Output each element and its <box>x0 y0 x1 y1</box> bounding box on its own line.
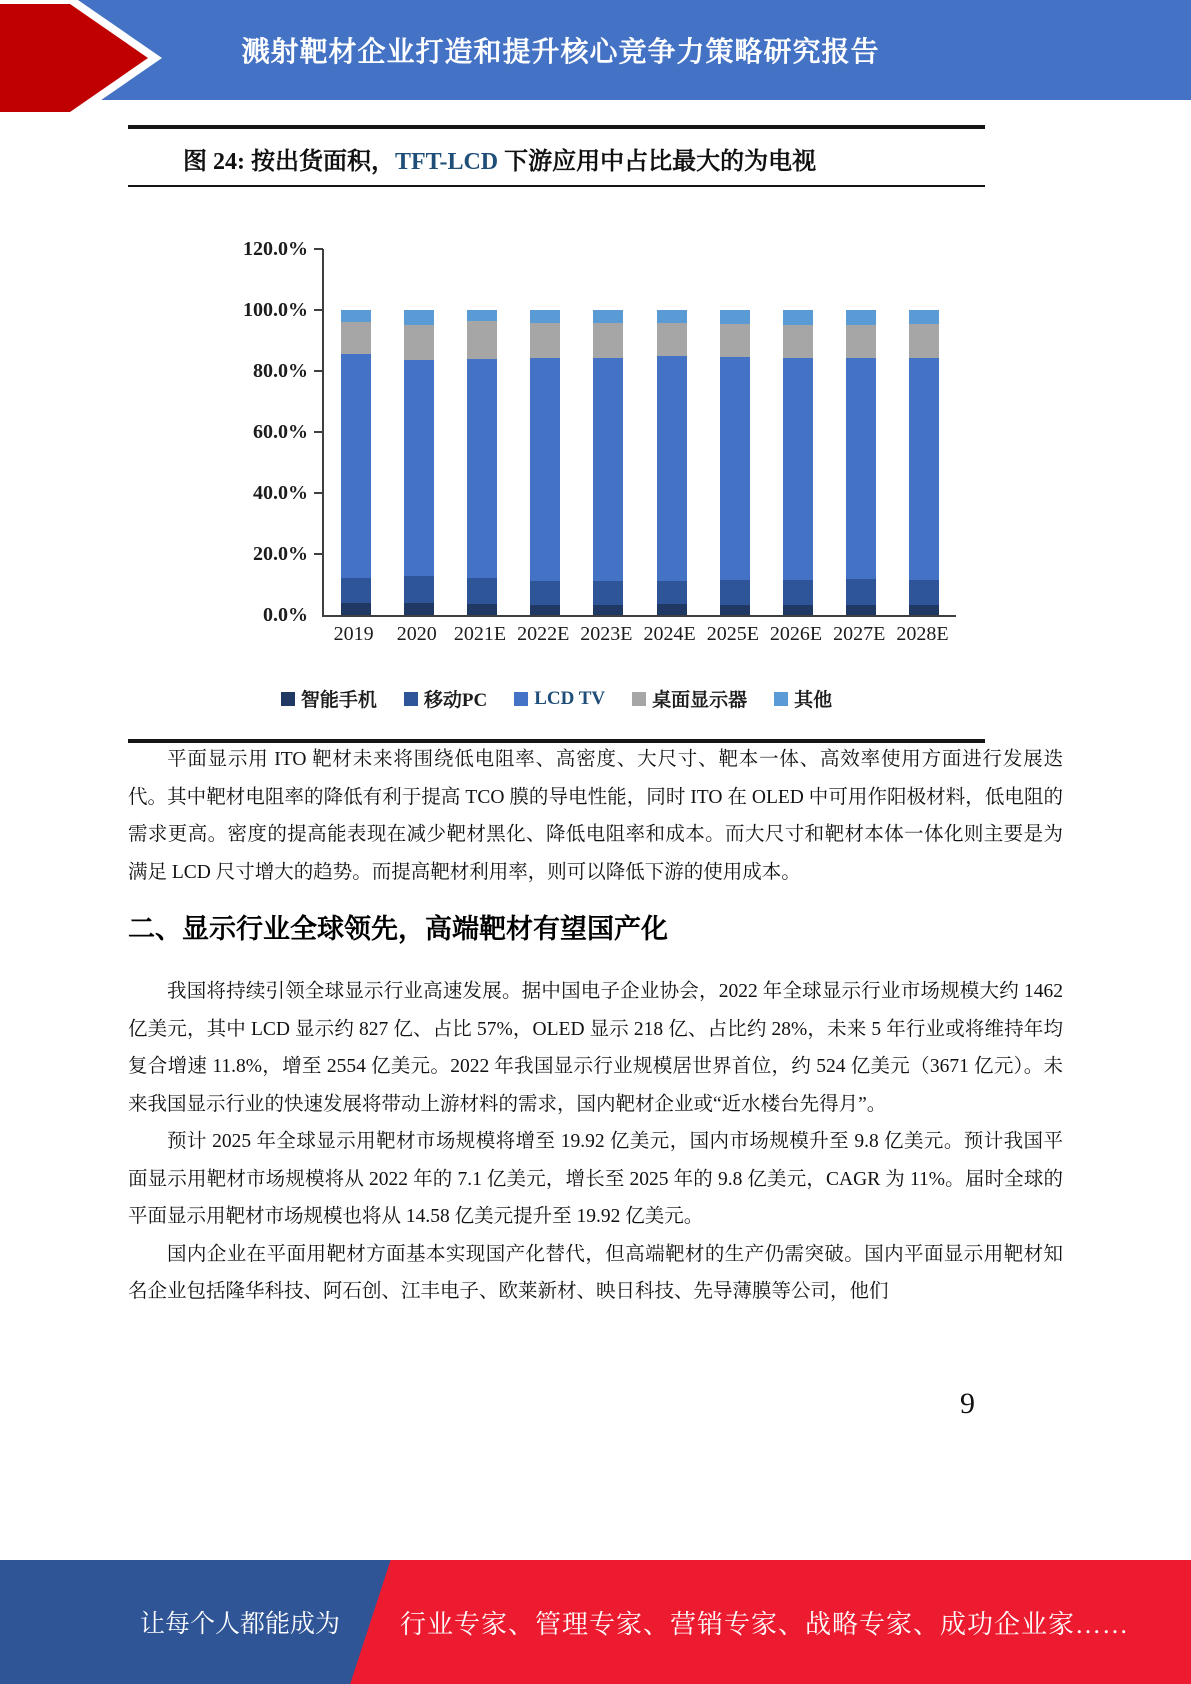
bar-segment <box>783 358 813 580</box>
bar-segment <box>593 310 623 323</box>
y-tick-label: 60.0% <box>253 421 308 443</box>
legend-swatch-icon <box>774 692 788 706</box>
bar-segment <box>593 581 623 605</box>
stacked-bar-2020 <box>404 310 434 615</box>
y-tick-mark <box>314 492 323 494</box>
y-tick-label: 100.0% <box>243 299 308 321</box>
paragraph-ito-trends: 平面显示用 ITO 靶材未来将围绕低电阻率、高密度、大尺寸、靶本一体、高效率使用方面进行发展迭代。其中靶材电阻率的降低有利于提高 TCO 膜的导电性能，同时 ITO 在 OLED 中可用作阳极材料，低电阻的需求更高。密度的提高能表现在减少靶材黑化、降低电阻率和成本。而大尺寸和靶材本体一体化则主要是为满足 LCD 尺寸增大的趋势。而提高靶材利用率，则可以降低下游的使用成本。 <box>128 749 1063 883</box>
bar-segment <box>530 605 560 615</box>
bar-segment <box>404 603 434 616</box>
bar-segment <box>467 310 497 321</box>
bar-segment <box>720 310 750 324</box>
report-title: 溅射靶材企业打造和提升核心竞争力策略研究报告 <box>241 36 880 67</box>
x-tick-label: 2019 <box>333 623 374 645</box>
stacked-bar-2028E <box>909 310 939 615</box>
stacked-bar-chart <box>128 187 985 739</box>
bar-segment <box>909 324 939 357</box>
legend-item <box>774 685 832 712</box>
section-heading: 二、显示行业全球领先，高端靶材有望国产化 <box>128 914 668 944</box>
bar-segment <box>341 322 371 354</box>
stacked-bar-2026E <box>783 310 813 615</box>
bar-segment <box>720 580 750 605</box>
y-tick-label: 40.0% <box>253 482 308 504</box>
bar-segment <box>846 325 876 358</box>
bar-segment <box>909 358 939 580</box>
legend-label: 其他 <box>794 690 833 711</box>
bar-segment <box>720 324 750 357</box>
x-tick-label: 2022E <box>517 623 570 645</box>
paragraph-display-industry: 我国将持续引领全球显示行业高速发展。据中国电子企业协会，2022 年全球显示行业市场规模大约 1462 亿美元，其中 LCD 显示约 827 亿、占比 57%，OLED 显示 218 亿、占比约 28%，未来 5 年行业或将维持年均复合增速 11.8%，增至 2554 亿美元。2022 年我国显示行业规模居世界首位，约 524 亿美元（3671 亿元）。未来我国显示行业的快速发展将带动上游材料的需求，国内靶材企业或“近水楼台先得月”。 <box>128 981 1063 1115</box>
bar-segment <box>404 310 434 325</box>
bar-segment <box>846 579 876 605</box>
bar-segment <box>657 356 687 581</box>
bar-segment <box>467 604 497 615</box>
y-tick-label: 0.0% <box>263 604 308 626</box>
legend-item <box>404 685 487 712</box>
footer-slogan-left: 让每个人都能成为 <box>140 1611 341 1638</box>
bar-segment <box>909 605 939 615</box>
body-content <box>128 741 1063 1421</box>
figure-title-suffix: 下游应用中占比最大的为电视 <box>498 149 817 175</box>
bar-segment <box>657 310 687 323</box>
bars-container <box>324 310 956 615</box>
x-tick-label: 2021E <box>453 623 507 645</box>
legend-item <box>514 685 605 712</box>
legend-swatch-icon <box>632 692 646 706</box>
x-tick-label: 2026E <box>769 623 823 645</box>
x-tick-label: 2028E <box>896 623 949 645</box>
bar-segment <box>846 358 876 579</box>
bar-segment <box>467 359 497 578</box>
bar-segment <box>467 578 497 605</box>
y-tick-mark <box>314 248 323 250</box>
bar-segment <box>720 605 750 615</box>
stacked-bar-2024E <box>657 310 687 615</box>
figure-title-prefix: 图 24: 按出货面积， <box>183 149 395 175</box>
bar-segment <box>657 323 687 356</box>
bar-segment <box>783 310 813 325</box>
page-number: 9 <box>960 1386 975 1420</box>
bar-segment <box>909 580 939 605</box>
bar-segment <box>341 310 371 322</box>
stacked-bar-2019 <box>341 310 371 615</box>
figure-title-highlight: TFT-LCD <box>395 149 499 175</box>
x-tick-label: 2024E <box>643 623 696 645</box>
footer-slogan-right: 行业专家、管理专家、营销专家、战略专家、成功企业家…… <box>400 1609 1130 1639</box>
bar-segment <box>657 604 687 615</box>
stacked-bar-2023E <box>593 310 623 615</box>
x-axis-labels <box>322 623 954 646</box>
plot-area <box>322 249 956 617</box>
bar-segment <box>404 360 434 576</box>
stacked-bar-2021E <box>467 310 497 615</box>
bar-segment <box>341 354 371 578</box>
footer-banner <box>0 1560 1191 1684</box>
legend-label: LCD TV <box>534 687 606 709</box>
legend-label: 移动PC <box>423 690 488 711</box>
y-tick-label: 120.0% <box>243 238 308 260</box>
legend-item <box>632 685 747 712</box>
y-tick-mark <box>314 431 323 433</box>
paragraph-domestic-companies: 国内企业在平面用靶材方面基本实现国产化替代，但高端靶材的生产仍需突破。国内平面显示用靶材知名企业包括隆华科技、阿石创、江丰电子、欧莱新材、映日科技、先导薄膜等公司，他们 <box>128 1243 1063 1302</box>
bar-segment <box>657 581 687 604</box>
paragraph-market-forecast: 预计 2025 年全球显示用靶材市场规模将增至 19.92 亿美元，国内市场规模升至 9.8 亿美元。预计我国平面显示用靶材市场规模将从 2022 年的 7.1 亿美元，增长至 2025 年的 9.8 亿美元，CAGR 为 11%。届时全球的平面显示用靶材市场规模也将从 14.58 亿美元提升至 19.92 亿美元。 <box>128 1131 1063 1227</box>
y-tick-mark <box>314 309 323 311</box>
bar-segment <box>909 310 939 324</box>
chart-legend <box>128 685 985 712</box>
stacked-bar-2025E <box>720 310 750 615</box>
legend-swatch-icon <box>404 692 418 706</box>
bar-segment <box>467 321 497 359</box>
legend-item <box>281 685 377 712</box>
x-tick-label: 2020 <box>396 623 437 645</box>
bar-segment <box>530 581 560 605</box>
legend-swatch-icon <box>281 692 295 706</box>
bar-segment <box>593 358 623 581</box>
bar-segment <box>846 605 876 615</box>
stacked-bar-2022E <box>530 310 560 615</box>
bar-segment <box>530 323 560 358</box>
bar-segment <box>341 603 371 616</box>
bar-segment <box>530 310 560 323</box>
bar-segment <box>783 325 813 358</box>
red-arrow-icon <box>0 0 200 120</box>
bar-segment <box>404 576 434 603</box>
y-tick-mark <box>314 553 323 555</box>
bar-segment <box>783 605 813 615</box>
bar-segment <box>720 357 750 580</box>
x-tick-label: 2027E <box>833 623 886 645</box>
x-tick-label: 2025E <box>706 623 759 645</box>
legend-swatch-icon <box>514 692 528 706</box>
bar-segment <box>404 325 434 360</box>
stacked-bar-2027E <box>846 310 876 615</box>
y-tick-mark <box>314 370 323 372</box>
figure-24 <box>128 125 985 743</box>
legend-label: 智能手机 <box>300 690 377 711</box>
bar-segment <box>593 605 623 615</box>
figure-title <box>128 129 985 185</box>
x-tick-label: 2023E <box>580 623 633 645</box>
y-tick-label: 80.0% <box>253 360 308 382</box>
bar-segment <box>530 358 560 581</box>
bar-segment <box>341 578 371 603</box>
y-tick-label: 20.0% <box>253 543 308 565</box>
legend-label: 桌面显示器 <box>652 690 748 711</box>
bar-segment <box>846 310 876 325</box>
bar-segment <box>783 580 813 605</box>
bar-segment <box>593 323 623 357</box>
